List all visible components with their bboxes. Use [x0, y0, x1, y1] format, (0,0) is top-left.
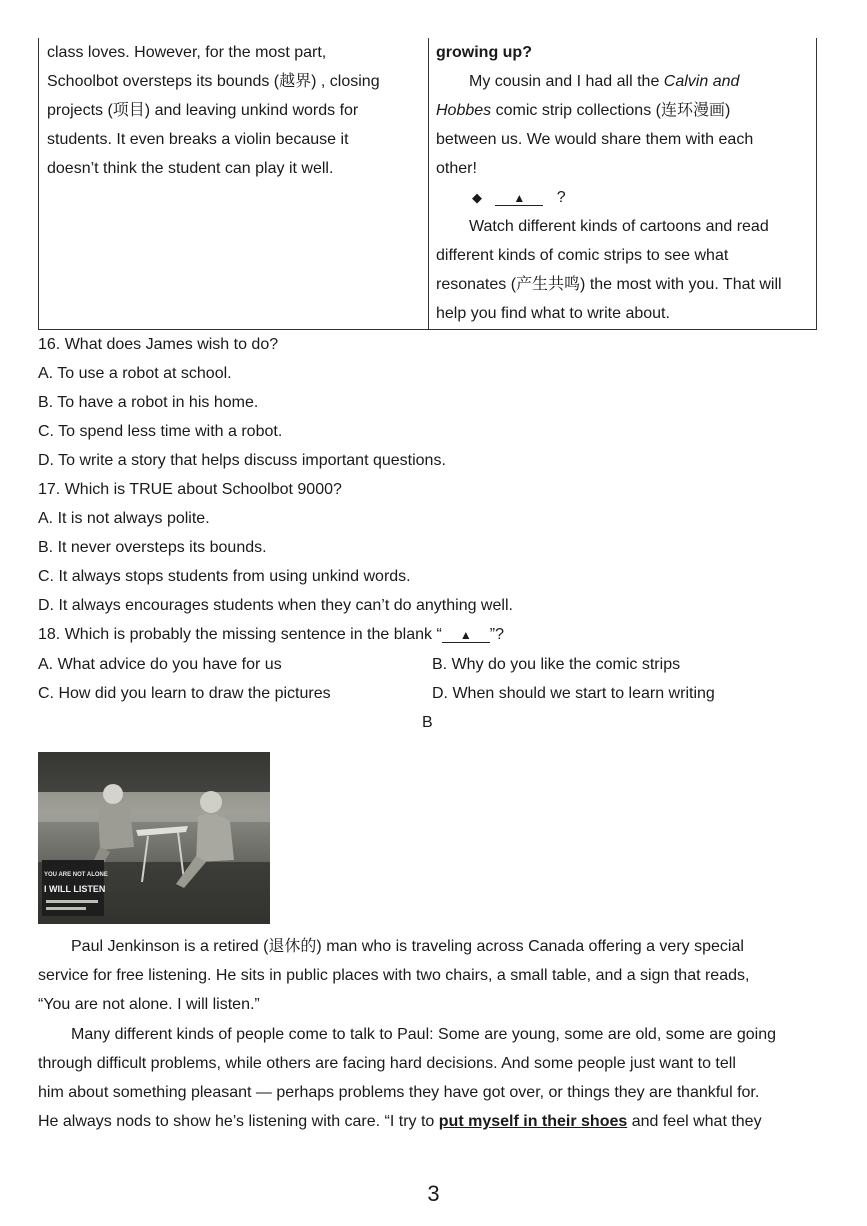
right-p2-line-2: different kinds of comic strips to see what — [436, 247, 729, 264]
question-18-option-a[interactable]: A. What advice do you have for us — [38, 656, 282, 673]
passage-p1-line-1: Paul Jenkinson is a retired (退休的) man who is traveling across Canada offering a very special — [71, 938, 744, 955]
listening-photo — [38, 752, 270, 924]
right-p1-text-2: comic strip collections (连环漫画) — [491, 102, 731, 119]
section-b-label: B — [422, 714, 433, 731]
right-p1-text: My cousin and I had all the — [469, 73, 664, 90]
passage-p2-line-3: him about something pleasant — perhaps problems they have got over, or things they are thankful for. — [38, 1084, 760, 1101]
right-p2-line-1: Watch different kinds of cartoons and read — [469, 218, 769, 235]
question-16-stem: 16. What does James wish to do? — [38, 336, 279, 353]
left-line-5: doesn’t think the student can play it well. — [47, 160, 334, 177]
question-16-option-c[interactable]: C. To spend less time with a robot. — [38, 423, 283, 440]
question-17-option-b[interactable]: B. It never oversteps its bounds. — [38, 539, 267, 556]
photo-illustration — [38, 752, 270, 924]
question-17-option-d[interactable]: D. It always encourages students when they can’t do anything well. — [38, 597, 513, 614]
passage-p1-line-2: service for free listening. He sits in public places with two chairs, a small table, and a sign that reads, — [38, 967, 750, 984]
left-line-1: class loves. However, for the most part, — [47, 44, 327, 61]
right-p1-italic-title-2: Hobbes — [436, 102, 492, 119]
right-p1-line-1 — [469, 72, 739, 92]
passage-p1-line-3: “You are not alone. I will listen.” — [38, 996, 260, 1013]
question-17-stem: 17. Which is TRUE about Schoolbot 9000? — [38, 481, 342, 498]
passage-p2-text-end: and feel what they — [627, 1113, 762, 1130]
question-17-option-c[interactable]: C. It always stops students from using unkind words. — [38, 568, 411, 585]
right-p1-line-2 — [436, 101, 730, 121]
right-p2-line-4: help you find what to write about. — [436, 305, 670, 322]
photo-sign-line-1: YOU ARE NOT ALONE — [44, 872, 108, 878]
question-18-option-b[interactable]: B. Why do you like the comic strips — [432, 656, 681, 673]
right-p2-line-3: resonates (产生共鸣) the most with you. That will — [436, 276, 782, 293]
photo-sign-line-2: I WILL LISTEN — [44, 884, 106, 894]
question-18-stem — [38, 625, 504, 645]
question-18-blank: ▲ — [442, 628, 490, 643]
table-divider — [428, 38, 429, 329]
question-18-option-d[interactable]: D. When should we start to learn writing — [432, 685, 715, 702]
question-18-option-c[interactable]: C. How did you learn to draw the pictures — [38, 685, 331, 702]
question-18-stem-end: ”? — [489, 626, 504, 643]
question-16-option-b[interactable]: B. To have a robot in his home. — [38, 394, 259, 411]
question-18-stem-text: 18. Which is probably the missing sentence in the blank “ — [38, 626, 442, 643]
question-mark: ? — [556, 189, 566, 206]
passage-p2-text: He always nods to show he’s listening with care. “I try to — [38, 1113, 439, 1130]
right-p1-line-3: between us. We would share them with each — [436, 131, 754, 148]
question-17-option-a[interactable]: A. It is not always polite. — [38, 510, 210, 527]
right-blank-line — [472, 188, 566, 208]
left-line-4: students. It even breaks a violin because it — [47, 131, 349, 148]
question-16-option-a[interactable]: A. To use a robot at school. — [38, 365, 232, 382]
right-p1-italic-title: Calvin and — [663, 73, 740, 90]
passage-p2-line-2: through difficult problems, while others are facing hard decisions. And some people just want to tell — [38, 1055, 736, 1072]
right-p1-line-4: other! — [436, 160, 477, 177]
page-number: 3 — [427, 1181, 440, 1206]
passage-table — [38, 38, 817, 330]
right-heading: growing up? — [436, 44, 532, 61]
underlined-phrase: put myself in their shoes — [438, 1113, 628, 1130]
diamond-bullet-icon: ◆ — [472, 190, 482, 205]
answer-blank[interactable]: ▲ — [495, 191, 543, 206]
passage-p2-line-1: Many different kinds of people come to talk to Paul: Some are young, some are old, some are going — [71, 1026, 776, 1043]
passage-p2-line-4 — [38, 1112, 762, 1132]
left-line-2: Schoolbot oversteps its bounds (越界) , closing — [47, 73, 380, 90]
question-16-option-d[interactable]: D. To write a story that helps discuss important questions. — [38, 452, 446, 469]
left-line-3: projects (项目) and leaving unkind words for — [47, 102, 359, 119]
